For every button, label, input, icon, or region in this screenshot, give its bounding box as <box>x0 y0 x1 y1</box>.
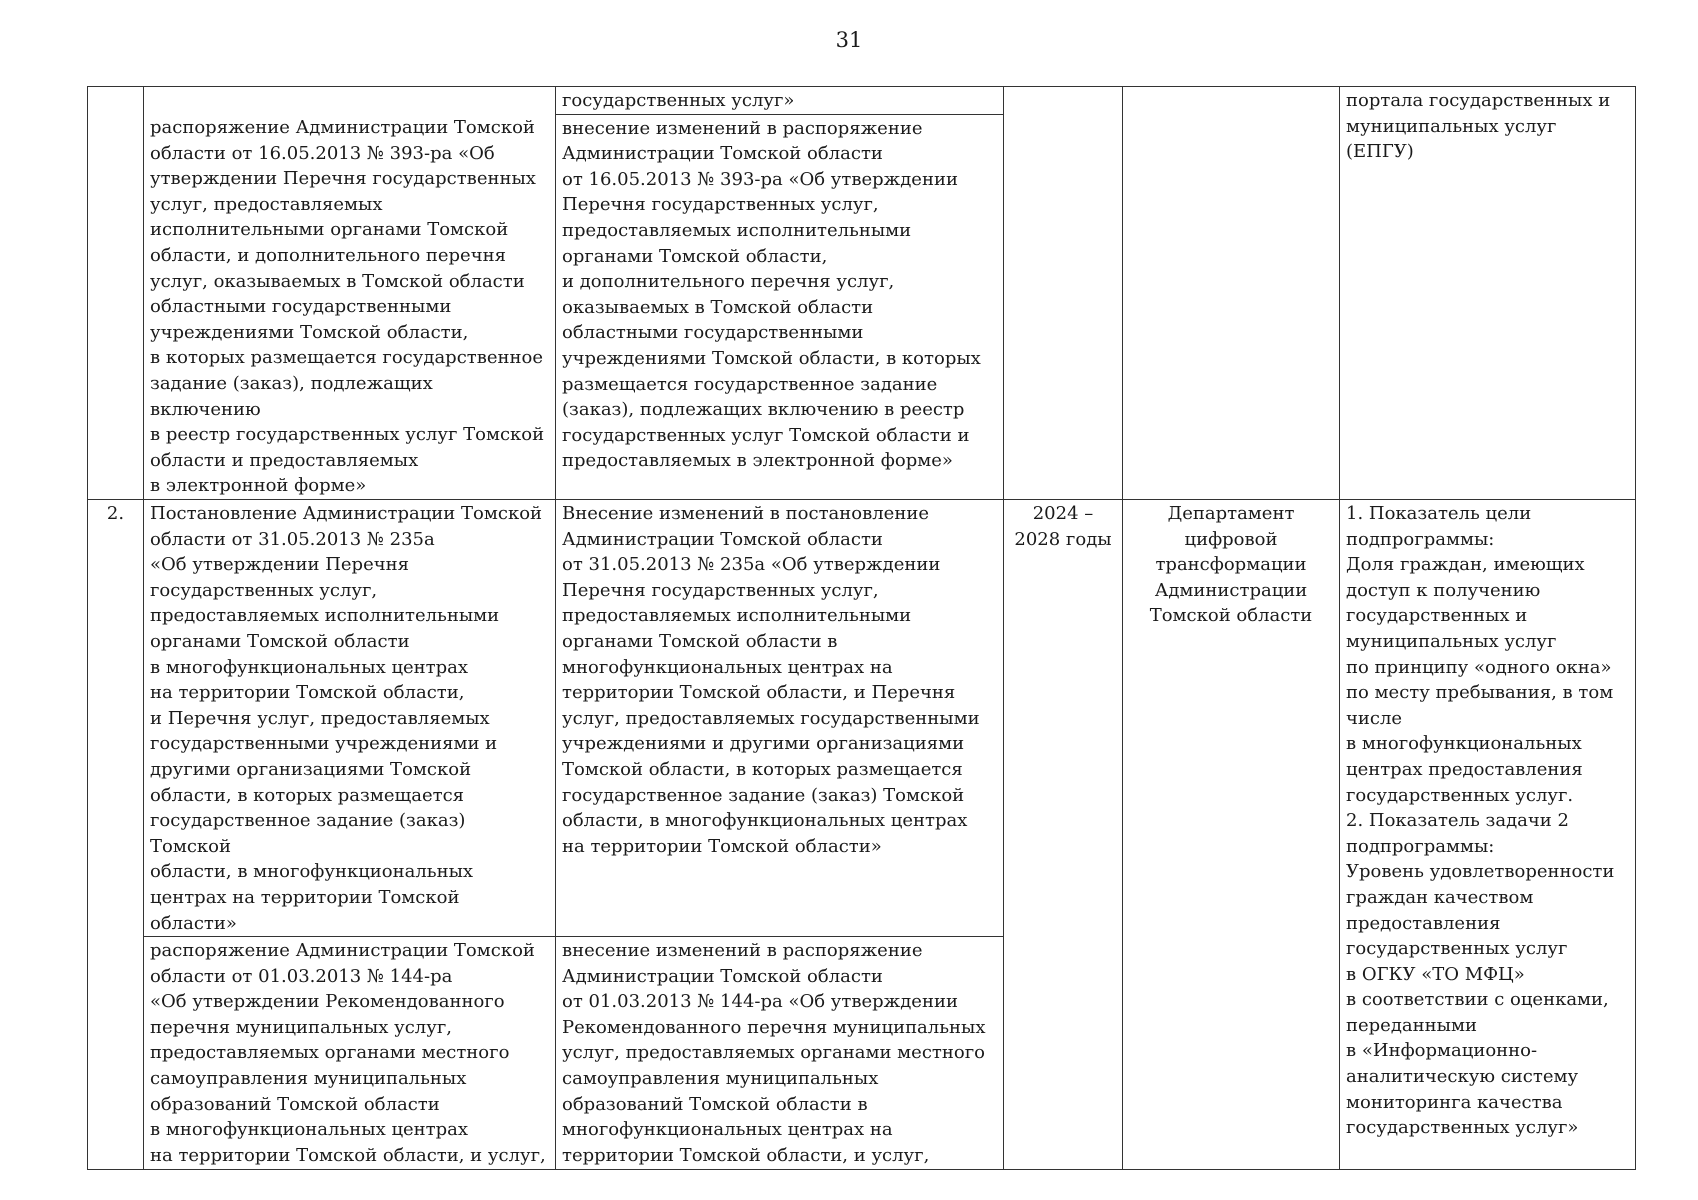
table-row <box>88 87 1636 115</box>
change-text: внесение изменений в распоряжение Администрации Томской области от 16.05.2013 № 393-ра «Об утверждении Перечня государственных услуг, предоставляемых исполнительными органами Томской области, и дополнительного перечня услуг, оказываемых в Томской области областными государственными учреждениями Томской области, в которых размещается государственное задание (заказ), подлежащих включению в реестр государственных услуг Томской области и предоставляемых в электронной форме» <box>562 117 981 472</box>
responsible-text: Департамент цифровой трансформации Администрации Томской области <box>1149 503 1313 627</box>
change-text: внесение изменений в распоряжение Администрации Томской области от 01.03.2013 № 144-ра «Об утверждении Рекомендованного перечня муниципальных услуг, предоставляемых органами местного самоуправления муниципальных образований Томской области в многофункциональных центрах на территории Томской области, и услуг, <box>562 940 986 1166</box>
change-cell <box>556 114 1004 499</box>
row-number-cell <box>88 87 144 500</box>
document-cell <box>144 937 556 1170</box>
document-text: распоряжение Администрации Томской области от 01.03.2013 № 144-ра «Об утверждении Рекомендованного перечня муниципальных услуг, предоставляемых органами местного самоуправления муниципальных образований Томской области в многофункциональных центрах на территории Томской области, и услуг, <box>150 940 546 1166</box>
change-cell-tail <box>556 87 1004 115</box>
page-number: 31 <box>835 28 863 52</box>
change-text: Внесение изменений в постановление Администрации Томской области от 31.05.2013 № 235а «Об утверждении Перечня государственных услуг, предоставляемых исполнительными органами Томской области в многофункциональных центрах на территории Томской области, и Перечня услуг, предоставляемых государственными учреждениями и другими организациями Томской области, в которых размещается государственное задание (заказ) Томской области, в многофункциональных центрах на территории Томской области» <box>562 503 980 857</box>
change-text: государственных услуг» <box>562 90 795 111</box>
document-cell <box>144 114 556 499</box>
responsible-cell <box>1123 87 1340 500</box>
change-cell <box>556 937 1004 1170</box>
row-number: 2. <box>106 503 125 524</box>
legal-acts-table <box>87 86 1636 1170</box>
indicator-text: 1. Показатель цели подпрограммы: Доля граждан, имеющих доступ к получению государственных и муниципальных услуг по принципу «одного окна» по месту пребывания, в том числе в многофункциональных центрах предоставления государственных услуг. 2. Показатель задачи 2 подпрограммы: Уровень удовлетворенности граждан качеством предоставления государственных услуг в ОГКУ «ТО МФЦ» в соответствии с оценками, переданными в «Информационно- аналитическую систему мониторинга качества государственных услуг» <box>1346 503 1615 1139</box>
row-number-cell <box>88 500 144 1170</box>
period-text: 2024 – 2028 годы <box>1014 503 1112 550</box>
document-cell <box>144 500 556 937</box>
change-cell <box>556 500 1004 937</box>
document-text: распоряжение Администрации Томской области от 16.05.2013 № 393-ра «Об утверждении Перечня государственных услуг, предоставляемых исполнительными органами Томской области, и дополнительного перечня услуг, оказываемых в Томской области областными государственными учреждениями Томской области, в которых размещается государственное задание (заказ), подлежащих включению в реестр государственных услуг Томской области и предоставляемых в электронной форме» <box>150 117 545 497</box>
period-cell <box>1004 500 1123 1170</box>
responsible-cell <box>1123 500 1340 1170</box>
indicator-cell <box>1340 87 1636 500</box>
document-cell-tail <box>144 87 556 115</box>
indicator-cell <box>1340 500 1636 1170</box>
table-row <box>88 500 1636 937</box>
document-text: Постановление Администрации Томской области от 31.05.2013 № 235а «Об утверждении Перечня государственных услуг, предоставляемых исполнительными органами Томской области в многофункциональных центрах на территории Томской области, и Перечня услуг, предоставляемых государственными учреждениями и другими организациями Томской области, в которых размещается государственное задание (заказ) Томской области, в многофункциональных центрах на территории Томской области» <box>150 503 543 934</box>
period-cell <box>1004 87 1123 500</box>
indicator-text: портала государственных и муниципальных услуг (ЕПГУ) <box>1346 90 1611 163</box>
